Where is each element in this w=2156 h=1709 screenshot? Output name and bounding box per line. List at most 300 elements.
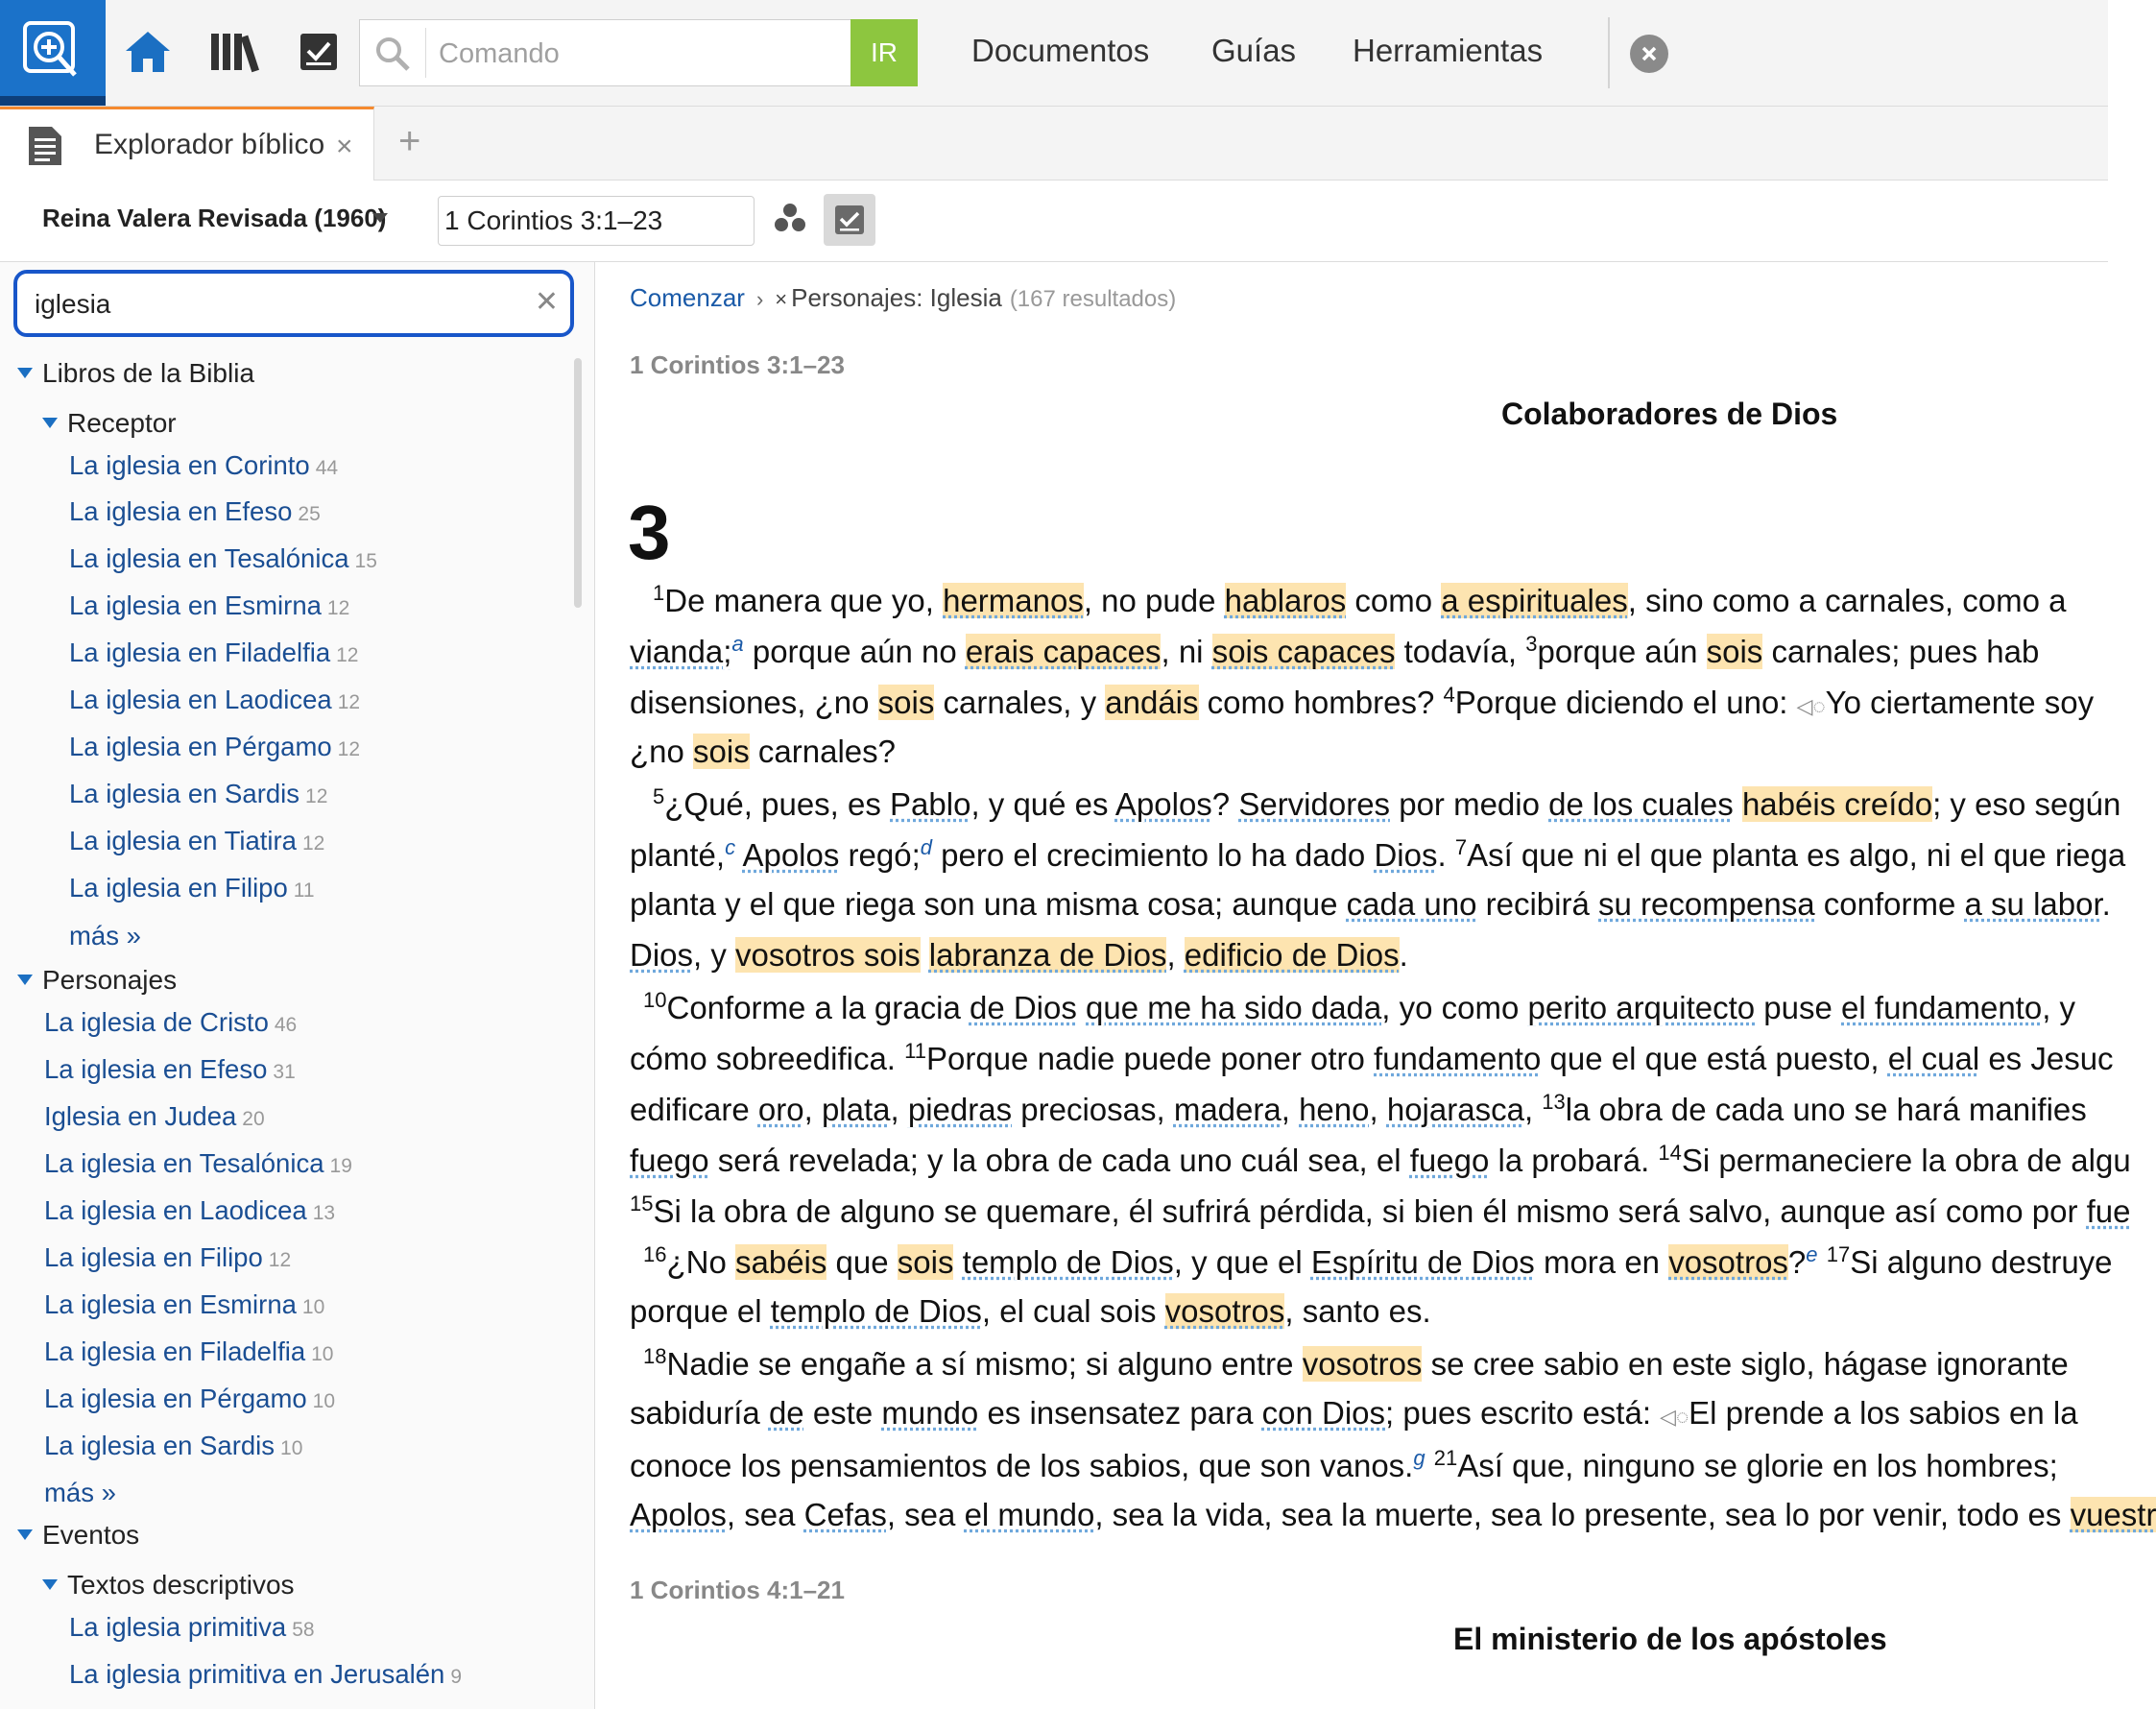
verse-number: 16: [643, 1242, 667, 1266]
facet-link[interactable]: [69, 543, 377, 574]
linked-word[interactable]: mundo: [881, 1395, 979, 1431]
text-run: , el cual sois: [981, 1293, 1165, 1329]
facet-link[interactable]: [44, 1054, 296, 1085]
facet-count: 25: [298, 503, 321, 525]
highlighted-word[interactable]: sois capaces: [1211, 634, 1396, 669]
facet-label: La iglesia primitiva: [69, 1612, 287, 1642]
facet-label: La iglesia en Tesalónica: [69, 543, 349, 573]
bible-content: [595, 262, 2156, 1709]
text-run: .: [1399, 937, 1408, 973]
facet-link[interactable]: [69, 1612, 315, 1643]
linked-word[interactable]: el mundo: [964, 1497, 1095, 1532]
text-run: ,: [890, 1092, 908, 1127]
logo-strip: [0, 96, 106, 106]
text-run: es Jesuc: [1979, 1041, 2114, 1076]
facet-count: 12: [336, 644, 359, 666]
facet-link[interactable]: [44, 1148, 352, 1179]
text-run: [1734, 786, 1742, 822]
highlighted-word[interactable]: sois: [877, 685, 935, 720]
highlighted-word[interactable]: hablaros: [1224, 583, 1347, 618]
document-icon: [27, 125, 63, 167]
more-receptor-link[interactable]: más »: [69, 921, 141, 951]
tab-close-button[interactable]: ×: [336, 131, 353, 162]
text-line: [630, 1141, 2131, 1179]
text-run: ,: [803, 1092, 822, 1127]
verse-number: 21: [1433, 1446, 1458, 1470]
linked-word[interactable]: el cual: [1887, 1041, 1980, 1076]
text-run: ?: [1211, 786, 1239, 822]
facet-link[interactable]: [69, 732, 360, 762]
text-run: , y que el: [1173, 1244, 1311, 1280]
highlighted-word[interactable]: sois: [1706, 634, 1763, 669]
library-button[interactable]: [205, 23, 263, 81]
text-run: Porque nadie puede poner otro: [925, 1041, 1375, 1076]
facet-count: 12: [337, 691, 361, 713]
group-textos-descriptivos[interactable]: [42, 1570, 295, 1601]
text-run: que: [826, 1244, 898, 1280]
facet-label: La iglesia en Pérgamo: [69, 732, 332, 761]
expand-triangle-icon: [17, 368, 33, 378]
text-run: ¿no: [630, 734, 694, 769]
facet-count: 10: [280, 1437, 303, 1459]
clear-filter-button[interactable]: ✕: [534, 286, 559, 318]
menu-guias[interactable]: Guías: [1211, 33, 1297, 68]
linked-word[interactable]: hojarasca: [1386, 1092, 1524, 1127]
section-reference[interactable]: 1 Corintios 3:1–23: [630, 350, 845, 379]
breadcrumb-separator: ›: [755, 287, 764, 311]
text-line: [643, 988, 2075, 1026]
group-personajes[interactable]: [17, 965, 177, 996]
linked-word[interactable]: heno: [1299, 1092, 1370, 1127]
text-run: planté,: [630, 837, 726, 873]
text-run: , sea: [726, 1497, 804, 1532]
facet-link[interactable]: [69, 826, 324, 856]
sidebar-scrollbar[interactable]: [574, 358, 582, 608]
breadcrumb: [630, 283, 1176, 313]
verse-number: 10: [643, 988, 667, 1012]
text-line: [643, 1344, 2069, 1383]
visual-filter-icon[interactable]: [774, 202, 806, 234]
footnote-marker[interactable]: a: [731, 632, 744, 656]
remove-filter-button[interactable]: ×: [775, 287, 788, 311]
text-run: , no pude: [1083, 583, 1225, 618]
facet-link[interactable]: [69, 873, 315, 903]
linked-word[interactable]: Apolos: [630, 1497, 727, 1532]
text-run: Yo ciertamente soy: [1825, 685, 2095, 720]
facet-count: 44: [315, 457, 339, 479]
text-line: [630, 835, 2125, 874]
linked-word[interactable]: fundamento: [1374, 1041, 1542, 1076]
linked-word[interactable]: que me ha sido dada: [1086, 990, 1382, 1025]
text-line: [630, 886, 2111, 923]
facet-label: La iglesia en Filipo: [69, 873, 288, 903]
facet-link[interactable]: [69, 779, 327, 809]
facet-label: La iglesia en Filadelfia: [44, 1336, 306, 1366]
linked-word[interactable]: perito arquitecto: [1527, 990, 1756, 1025]
logos-logo[interactable]: [0, 0, 106, 106]
footnote-marker[interactable]: g: [1413, 1446, 1425, 1470]
linked-word[interactable]: Servidores: [1238, 786, 1391, 822]
linked-word[interactable]: fue: [2086, 1193, 2131, 1229]
facet-label: La iglesia de Cristo: [44, 1007, 269, 1037]
text-run: preciosas,: [1012, 1092, 1174, 1127]
highlighted-word[interactable]: habéis creído: [1741, 786, 1933, 822]
linked-word[interactable]: Dios: [630, 937, 694, 973]
facet-link[interactable]: [69, 590, 349, 621]
text-run: Si alguno destruye: [1850, 1244, 2113, 1280]
text-run: ?: [1787, 1244, 1807, 1280]
verse-number: 14: [1658, 1141, 1682, 1165]
facet-link[interactable]: [44, 1336, 333, 1367]
linked-word[interactable]: plata: [821, 1092, 891, 1127]
text-run: como: [1346, 583, 1442, 618]
text-run: conforme: [1814, 886, 1965, 922]
breadcrumb-filter: Personajes: Iglesia: [791, 283, 1002, 312]
text-run: , sino como a carnales, como a: [1627, 583, 2067, 618]
expand-triangle-icon: [42, 1579, 58, 1590]
text-run: pero el crecimiento lo ha dado: [932, 837, 1375, 873]
facet-link[interactable]: [69, 1659, 462, 1690]
highlighted-word[interactable]: sabéis: [735, 1244, 827, 1280]
text-run: porque el: [630, 1293, 771, 1329]
linked-word[interactable]: Apolos: [742, 837, 840, 873]
highlighted-word[interactable]: vosotros: [1668, 1244, 1788, 1280]
facet-link[interactable]: [69, 450, 338, 481]
text-run: ¿Qué, pues, es: [664, 786, 891, 822]
text-run: [1425, 1448, 1434, 1483]
facet-count: 10: [301, 1296, 325, 1318]
verse-number: 15: [630, 1191, 654, 1216]
text-run: Porque diciendo el uno:: [1454, 685, 1797, 720]
text-run: conoce los pensamientos de los sabios, que son vanos.: [630, 1448, 1414, 1483]
highlighted-word[interactable]: andáis: [1105, 685, 1199, 720]
text-line: [630, 1039, 2114, 1077]
text-run: porque aún no: [743, 634, 966, 669]
facet-count: 11: [293, 879, 315, 902]
group-receptor[interactable]: [42, 408, 177, 439]
verse-number: 1: [653, 581, 665, 605]
text-run: .: [2101, 886, 2111, 922]
resource-toolbar: [0, 181, 2108, 262]
facet-count: 15: [354, 550, 377, 572]
facet-count: 31: [273, 1061, 296, 1083]
facet-count: 58: [292, 1619, 315, 1641]
facet-link[interactable]: [44, 1007, 297, 1038]
linked-word[interactable]: Dios: [1374, 837, 1438, 873]
linked-word[interactable]: a su labor: [1964, 886, 2102, 922]
text-run: , y: [693, 937, 736, 973]
text-run: ,: [1166, 937, 1185, 973]
highlighted-word[interactable]: edificio de Dios: [1184, 937, 1400, 973]
facet-label: La iglesia en Sardis: [44, 1431, 275, 1460]
text-run: .: [1437, 837, 1455, 873]
expand-triangle-icon: [17, 975, 33, 985]
facet-link[interactable]: [44, 1242, 291, 1273]
more-personajes-link[interactable]: más »: [44, 1478, 116, 1507]
facet-count: 13: [312, 1202, 336, 1224]
text-run: ¿No: [666, 1244, 735, 1280]
facet-count: 46: [274, 1014, 298, 1036]
checklist-icon: [833, 204, 866, 236]
facet-label: La iglesia en Efeso: [69, 496, 293, 526]
command-box: [359, 19, 918, 86]
text-run: [1077, 990, 1086, 1025]
facet-label: La iglesia en Pérgamo: [44, 1384, 307, 1413]
text-run: Así que ni el que planta es algo, ni el que riega: [1467, 837, 2126, 873]
footnote-marker[interactable]: e: [1806, 1242, 1818, 1266]
text-run: que el que está puesto,: [1541, 1041, 1888, 1076]
menu-divider: [1608, 17, 1610, 88]
text-run: como hombres?: [1198, 685, 1444, 720]
highlighted-word[interactable]: erais capaces: [965, 634, 1162, 669]
text-run: sabiduría: [630, 1395, 769, 1431]
text-run: , santo es.: [1284, 1293, 1431, 1329]
facet-label: La iglesia en Tesalónica: [44, 1148, 324, 1178]
text-line: [630, 1395, 2078, 1432]
search-icon: [373, 35, 412, 73]
library-icon: [209, 32, 259, 72]
facet-count: 10: [311, 1343, 334, 1365]
text-run: este: [803, 1395, 882, 1431]
facet-count: 12: [337, 738, 361, 760]
text-line: [630, 1293, 1431, 1330]
expand-triangle-icon: [42, 418, 58, 428]
linked-word[interactable]: Cefas: [803, 1497, 887, 1532]
text-run: Si la obra de alguno se quemare, él sufrirá pérdida, si bien él mismo será salvo, aunque así como por: [653, 1193, 2087, 1229]
text-line: [630, 1497, 2156, 1533]
tab-label: Explorador bíblico: [94, 129, 325, 160]
group-label: Personajes: [42, 965, 178, 995]
text-run: carnales; pues hab: [1762, 634, 2040, 669]
breadcrumb-start-link[interactable]: Comenzar: [630, 283, 745, 312]
text-run: la probará.: [1489, 1143, 1659, 1178]
verse-number: 4: [1443, 683, 1455, 707]
verse-number: 13: [1542, 1090, 1566, 1114]
group-label: Receptor: [67, 408, 177, 438]
highlighted-word[interactable]: vosotros sois: [735, 937, 921, 973]
chapter-number: 3: [628, 490, 671, 575]
add-tab-button[interactable]: +: [398, 120, 421, 162]
home-button[interactable]: [119, 23, 177, 81]
filter-input[interactable]: [33, 281, 516, 327]
facet-label: La iglesia en Efeso: [44, 1054, 268, 1084]
text-run: disensiones, ¿no: [630, 685, 878, 720]
text-run: ; pues escrito está:: [1385, 1395, 1661, 1431]
text-run: [1818, 1244, 1827, 1280]
linked-word[interactable]: de: [768, 1395, 804, 1431]
top-app-bar: [0, 0, 2108, 107]
text-run: carnales, y: [934, 685, 1106, 720]
linked-word[interactable]: piedras: [907, 1092, 1013, 1127]
home-icon: [124, 30, 172, 74]
facet-count: 20: [242, 1108, 265, 1130]
footnote-marker[interactable]: d: [920, 835, 932, 859]
linked-word[interactable]: Espíritu de Dios: [1310, 1244, 1535, 1280]
text-run: , sea la vida, sea la muerte, sea lo presente, sea lo por venir, todo es: [1094, 1497, 2071, 1532]
text-run: , yo como: [1381, 990, 1528, 1025]
section-title: El ministerio de los apóstoles: [1453, 1622, 1887, 1656]
facet-link[interactable]: [44, 1431, 302, 1461]
menu-documentos[interactable]: Documentos: [971, 33, 1150, 68]
facet-link[interactable]: [44, 1101, 265, 1132]
linked-word[interactable]: vianda;: [630, 634, 732, 669]
text-line: [630, 937, 1408, 974]
facet-label: La iglesia en Esmirna: [44, 1289, 297, 1319]
verse-number: 18: [643, 1344, 667, 1368]
text-run: todavía,: [1395, 634, 1526, 669]
verse-number: 3: [1525, 632, 1538, 656]
text-line: [630, 1446, 2058, 1484]
text-run: Si permaneciere la obra de algu: [1681, 1143, 2131, 1178]
facet-count: 10: [312, 1390, 336, 1412]
text-run: , ni: [1161, 634, 1212, 669]
text-run: es insensatez para: [978, 1395, 1262, 1431]
highlighted-word[interactable]: sois: [693, 734, 750, 769]
group-label: Eventos: [42, 1520, 140, 1550]
highlighted-word[interactable]: vosotros: [1164, 1293, 1285, 1329]
facet-count: 12: [301, 832, 325, 854]
linked-word[interactable]: de los cuales: [1548, 786, 1734, 822]
command-separator: [425, 28, 426, 78]
facet-label: La iglesia en Laodicea: [69, 685, 332, 714]
text-line: [630, 683, 2094, 721]
text-run: carnales?: [749, 734, 896, 769]
linked-word[interactable]: Apolos: [1114, 786, 1212, 822]
highlighted-word[interactable]: sois: [897, 1244, 954, 1280]
filter-box: [13, 270, 574, 337]
group-libros-de-la-biblia[interactable]: [17, 358, 254, 389]
highlighted-word[interactable]: labranza de Dios: [928, 937, 1167, 973]
facet-label: La iglesia primitiva en Jerusalén: [69, 1659, 445, 1689]
linked-word[interactable]: templo de Dios: [770, 1293, 982, 1329]
highlighted-word[interactable]: hermanos: [943, 583, 1084, 618]
text-run: ,: [1369, 1092, 1387, 1127]
facet-link[interactable]: [44, 1289, 324, 1320]
facet-label: La iglesia en Sardis: [69, 779, 300, 808]
menu-herramientas[interactable]: Herramientas: [1353, 33, 1544, 68]
text-run: porque aún: [1537, 634, 1707, 669]
text-run: ,: [1281, 1092, 1300, 1127]
facet-link[interactable]: [44, 1195, 335, 1226]
text-run: mora en: [1534, 1244, 1669, 1280]
text-run: puse: [1755, 990, 1842, 1025]
text-run: se cree sabio en este siglo, hágase ignorante: [1422, 1346, 2069, 1382]
group-label: Libros de la Biblia: [42, 358, 255, 388]
text-run: De manera que yo,: [664, 583, 944, 618]
linked-word[interactable]: fuego: [1409, 1143, 1490, 1178]
text-run: edificare: [630, 1092, 758, 1127]
verse-number: 17: [1826, 1242, 1851, 1266]
footnote-marker[interactable]: c: [725, 835, 736, 859]
linked-word[interactable]: su recompensa: [1598, 886, 1815, 922]
highlighted-word[interactable]: vosotros: [1302, 1346, 1423, 1382]
linked-word[interactable]: de Dios: [969, 990, 1077, 1025]
speech-icon: ◁◌: [1660, 1405, 1689, 1429]
facet-label: La iglesia en Filipo: [44, 1242, 263, 1272]
linked-word[interactable]: fuego: [630, 1143, 709, 1178]
facet-label: La iglesia en Tiatira: [69, 826, 297, 855]
reference-input[interactable]: [438, 196, 755, 246]
results-count: (167 resultados): [1009, 286, 1177, 312]
facet-label: La iglesia en Corinto: [69, 450, 310, 480]
text-run: [921, 937, 929, 973]
text-run: regó;: [839, 837, 921, 873]
go-button[interactable]: IR: [850, 19, 918, 86]
text-run: ; y eso según: [1932, 786, 2121, 822]
verse-number: 7: [1454, 835, 1468, 859]
facet-panel: [0, 262, 595, 1709]
text-run: El prende a los sabios en la: [1689, 1395, 2078, 1431]
facet-label: La iglesia en Esmirna: [69, 590, 322, 620]
linked-word[interactable]: oro: [757, 1092, 804, 1127]
facet-link[interactable]: [69, 496, 321, 527]
checklist-toggle-button[interactable]: [824, 194, 875, 246]
text-line: [653, 581, 2066, 619]
close-icon: [1640, 44, 1659, 63]
checklist-icon: [299, 32, 339, 72]
linked-word[interactable]: templo de Dios: [962, 1244, 1174, 1280]
facet-label: La iglesia en Laodicea: [44, 1195, 307, 1225]
facet-count: 9: [450, 1666, 462, 1688]
expand-triangle-icon: [17, 1529, 33, 1540]
chevron-down-icon[interactable]: [372, 213, 388, 223]
highlighted-word[interactable]: a espirituales: [1441, 583, 1628, 618]
text-line: [653, 784, 2120, 823]
text-line: [630, 734, 896, 770]
verse-number: 5: [653, 784, 665, 808]
linked-word[interactable]: el fundamento: [1841, 990, 2043, 1025]
text-run: recibirá: [1476, 886, 1598, 922]
text-run: por medio: [1390, 786, 1549, 822]
text-line: [643, 1242, 2113, 1281]
linked-word[interactable]: con Dios: [1261, 1395, 1386, 1431]
tab-explorador-biblico[interactable]: [0, 107, 374, 181]
facet-count: 12: [326, 597, 350, 619]
close-panel-button[interactable]: [1630, 35, 1668, 73]
text-run: Nadie se engañe a sí mismo; si alguno entre: [666, 1346, 1303, 1382]
group-eventos[interactable]: [17, 1520, 139, 1551]
highlighted-word[interactable]: vuestr: [2070, 1497, 2156, 1532]
facet-count: 19: [329, 1155, 352, 1177]
logo-icon: [21, 19, 84, 83]
speech-icon: ◁◌: [1796, 694, 1826, 718]
text-run: ,: [1523, 1092, 1543, 1127]
text-line: [630, 1191, 2131, 1230]
tasks-button[interactable]: [290, 23, 347, 81]
command-input[interactable]: [437, 30, 825, 78]
facet-link[interactable]: [69, 638, 358, 668]
linked-word[interactable]: Pablo: [890, 786, 971, 822]
bible-version-select[interactable]: Reina Valera Revisada (1960): [42, 204, 387, 232]
section-reference[interactable]: 1 Corintios 4:1–21: [630, 1576, 845, 1604]
text-run: [953, 1244, 962, 1280]
facet-link[interactable]: [44, 1384, 335, 1414]
group-label: Textos descriptivos: [67, 1570, 295, 1600]
facet-link[interactable]: [69, 685, 360, 715]
text-run: planta y el que riega son una misma cosa; aunque: [630, 886, 1347, 922]
section-title: Colaboradores de Dios: [1501, 397, 1838, 431]
linked-word[interactable]: cada uno: [1346, 886, 1477, 922]
tab-row: [0, 107, 2108, 181]
text-run: será revelada; y la obra de cada uno cuál sea, el: [708, 1143, 1410, 1178]
linked-word[interactable]: madera: [1173, 1092, 1282, 1127]
text-run: , y: [2042, 990, 2076, 1025]
text-run: cómo sobreedifica.: [630, 1041, 905, 1076]
text-run: la obra de cada uno se hará manifies: [1565, 1092, 2087, 1127]
text-run: Conforme a la gracia: [666, 990, 970, 1025]
text-run: Así que, ninguno se glorie en los hombres;: [1457, 1448, 2058, 1483]
text-run: , sea: [886, 1497, 965, 1532]
